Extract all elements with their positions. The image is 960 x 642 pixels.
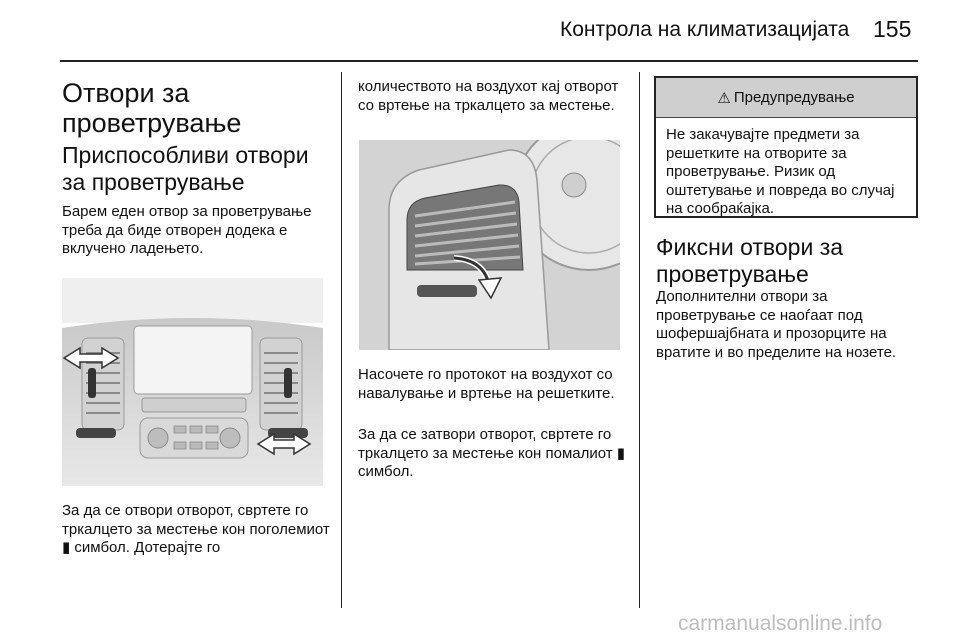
subsection-heading: Приспособливи отвори за проветрување <box>62 142 309 195</box>
vent-closeup-drawing <box>359 140 620 350</box>
section-heading: Отвори за проветрување <box>62 78 242 138</box>
caption-paragraph: За да се отвори отворот, свртете го тркалцето за местење кон поголемиот ▮ симбол. Дотерајте го <box>62 502 330 556</box>
column-divider-1 <box>341 72 342 608</box>
page-number: 155 <box>873 16 912 42</box>
warning-text: Не закачувајте предмети за решетките на отворите за проветрување. Ризик од оштетување и повреда во случај на сообраќајка. <box>666 126 895 217</box>
warning-box <box>654 76 918 218</box>
warning-header <box>656 78 916 118</box>
dashboard-vents-illustration <box>62 278 323 486</box>
fixed-vents-heading: Фиксни отвори за проветрување <box>656 234 844 287</box>
direction-paragraph: Насочете го протокот на воздухот со навалување и вртење на решетките. <box>358 366 615 402</box>
header-title: Контрола на климатизацијата <box>560 18 850 41</box>
continued-paragraph: количеството на воздухот кај отворот со вртење на тркалцето за местење. <box>358 78 619 114</box>
watermark: carmanualsonline.info <box>678 612 883 635</box>
vent-closeup-illustration <box>359 140 620 350</box>
fixed-vents-paragraph: Дополнителни отвори за проветрување се наоѓаат под шофершајбната и прозорците на вратите и во пределите на нозете. <box>656 288 897 361</box>
warning-triangle-icon: ⚠ <box>717 89 731 107</box>
warning-title: Предупредување <box>733 89 855 106</box>
close-paragraph: За да се затвори отворот, свртете го тркалцето за местење кон помалиот ▮ симбол. <box>358 426 626 480</box>
header-rule <box>60 60 918 62</box>
dashboard-vents-drawing <box>62 278 323 486</box>
column-divider-2 <box>639 72 640 608</box>
intro-paragraph: Барем еден отвор за проветрување треба да биде отворен додека е вклучено ладењето. <box>62 203 312 257</box>
